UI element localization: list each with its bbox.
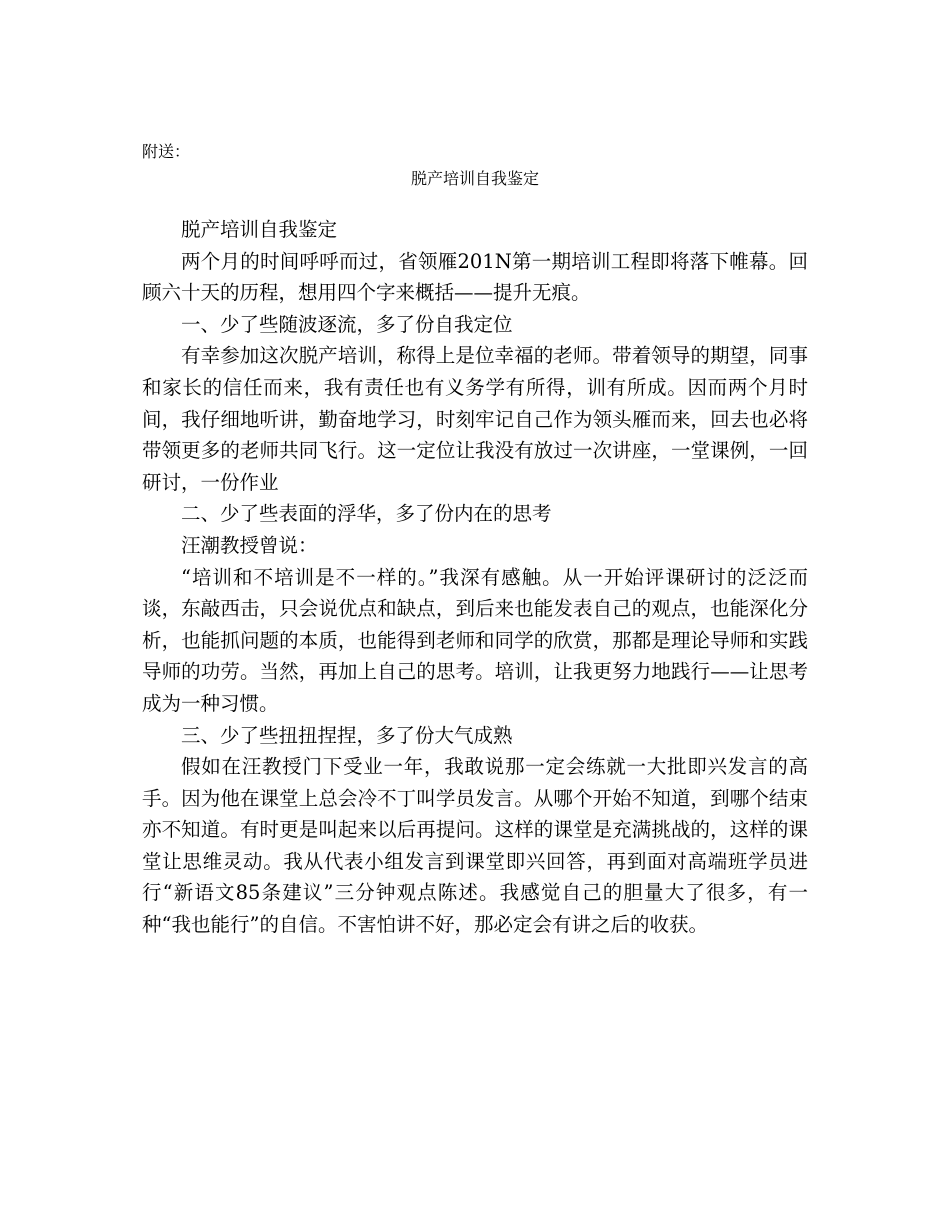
paragraph: “培训和不培训是不一样的。”我深有感触。从一开始评课研讨的泛泛而谈，东敲西击，只会说优点和缺点，到后来也能发表自己的观点，也能深化分析，也能抓问题的本质，也能得到老师和同学的欣赏，那都是理论导师和实践导师的功劳。当然，再加上自己的思考。培训，让我更努力地践行——让思考成为一种习惯。 — [142, 565, 808, 715]
paragraph: 有幸参加这次脱产培训，称得上是位幸福的老师。带着领导的期望，同事和家长的信任而来，我有责任也有义务学有所得，训有所成。因而两个月时间，我仔细地听讲，勤奋地学习，时刻牢记自己作为领头雁而来，回去也必将带领更多的老师共同飞行。这一定位让我没有放过一次讲座，一堂课例，一回研讨，一份作业 — [142, 344, 808, 494]
attachment-prefix: 附送： — [142, 142, 191, 161]
section-heading: 一、少了些随波逐流，多了份自我定位 — [181, 312, 513, 336]
paragraph: 假如在汪教授门下受业一年，我敢说那一定会练就一大批即兴发言的高手。因为他在课堂上总会冷不丁叫学员发言。从哪个开始不知道，到哪个结束亦不知道。有时更是叫起来以后再提问。这样的课堂是充满挑战的，这样的课堂让思维灵动。我从代表小组发言到课堂即兴回答，再到面对高端班学员进行“新语文85条建议”三分钟观点陈述。我感觉自己的胆量大了很多，有一种“我也能行”的自信。不害怕讲不好，那必定会有讲之后的收获。 — [142, 755, 808, 937]
section-heading: 脱产培训自我鉴定 — [181, 218, 338, 241]
section-heading: 三、少了些扭扭捏捏，多了份大气成熟 — [181, 723, 513, 747]
document-body — [142, 214, 808, 941]
document-title: 脱产培训自我鉴定 — [410, 169, 539, 188]
paragraph: 汪潮教授曾说： — [181, 533, 318, 557]
paragraph: 两个月的时间呼呼而过，省领雁201N第一期培训工程即将落下帷幕。回顾六十天的历程，想用四个字来概括——提升无痕。 — [142, 249, 808, 305]
section-heading: 二、少了些表面的浮华，多了份内在的思考 — [181, 502, 552, 526]
